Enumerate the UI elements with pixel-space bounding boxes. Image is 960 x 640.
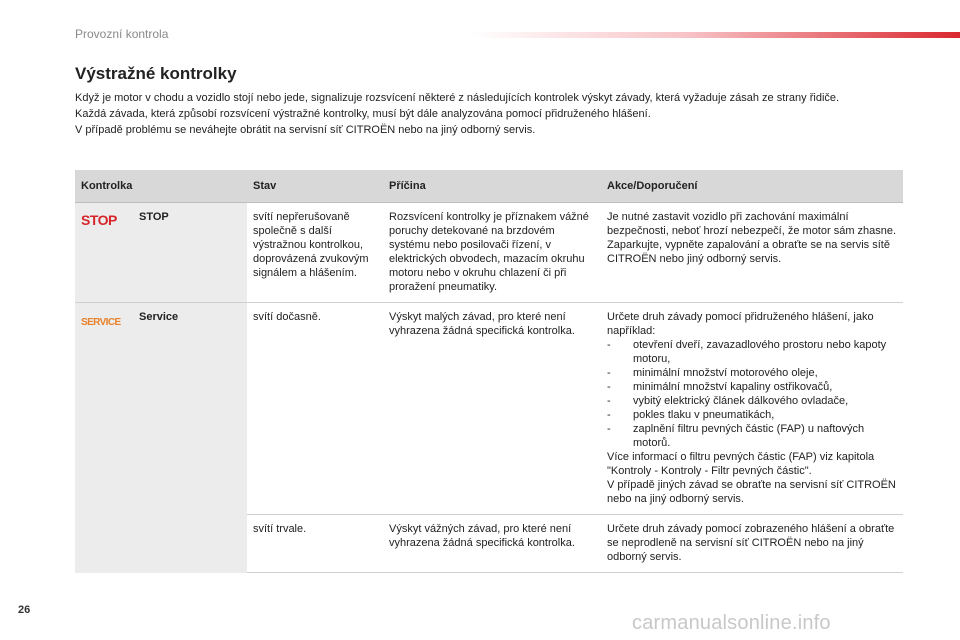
header-cause: Příčina	[383, 170, 601, 203]
fault-list	[607, 338, 897, 450]
warning-lamps-table	[75, 170, 903, 573]
action-service-permanent: Určete druh závady pomocí zobrazeného hlášení a obraťte se neprodleně na servisní síť CITROËN nebo na jiný odborný servis.	[601, 515, 903, 573]
intro-text	[75, 90, 915, 138]
cause-service-permanent: Výskyt vážných závad, pro které není vyhrazena žádná specifická kontrolka.	[383, 515, 601, 573]
intro-paragraph: Když je motor v chodu a vozidlo stojí nebo jede, signalizuje rozsvícení některé z následujících kontrolek výskyt závady, která vyžaduje zásah ze strany řidiče.	[75, 92, 840, 104]
cause-service-temporary: Výskyt malých závad, pro které není vyhrazena žádná specifická kontrolka.	[383, 303, 601, 515]
lamp-name-service: Service	[133, 303, 247, 573]
action-stop-line: Je nutné zastavit vozidlo při zachování maximální bezpečnosti, neboť hrozí nebezpečí, že motor sám zhasne.	[607, 211, 897, 237]
action-service-temporary	[601, 303, 903, 515]
table-header-row	[75, 170, 903, 203]
list-item: - otevření dveří, zavazadlového prostoru nebo kapoty motoru,	[607, 338, 897, 366]
list-item: - vybitý elektrický článek dálkového ovladače,	[607, 394, 897, 408]
list-item: - zaplnění filtru pevných částic (FAP) u naftových motorů.	[607, 422, 897, 450]
action-other-faults: V případě jiných závad se obraťte na servisní síť CITROËN nebo na jiný odborný servis.	[607, 479, 896, 505]
header-lamp: Kontrolka	[75, 170, 247, 203]
table-row-service-temporary	[75, 303, 903, 515]
service-icon-cell	[75, 303, 133, 573]
state-service-permanent: svítí trvale.	[247, 515, 383, 573]
action-intro: Určete druh závady pomocí přidruženého hlášení, jako například:	[607, 311, 874, 337]
running-header: Provozní kontrola	[75, 27, 169, 41]
action-stop-line: Zaparkujte, vypněte zapalování a obraťte se na servis sítě CITROËN nebo jiný odborný servis.	[607, 239, 890, 265]
list-item: - minimální množství kapaliny ostřikovačů,	[607, 380, 897, 394]
page-number: 26	[18, 604, 31, 616]
list-item: - pokles tlaku v pneumatikách,	[607, 408, 897, 422]
header-action: Akce/Doporučení	[601, 170, 903, 203]
intro-paragraph: Každá závada, která způsobí rozsvícení výstražné kontrolky, musí být dále analyzována pomocí přidruženého hlášení.	[75, 108, 651, 120]
state-service-temporary: svítí dočasně.	[247, 303, 383, 515]
header-state: Stav	[247, 170, 383, 203]
stop-warning-icon: STOP	[81, 212, 117, 228]
stop-icon-cell	[75, 203, 133, 303]
state-stop: svítí nepřerušovaně společně s další výstražnou kontrolkou, doprovázená zvukovým signálem a hlášením.	[247, 203, 383, 303]
cause-stop: Rozsvícení kontrolky je příznakem vážné poruchy detekované na brzdovém systému nebo posilovači řízení, v elektrických obvodech, mazacím okruhu motoru nebo v okruhu chlazení či při proražení pneumatiky.	[383, 203, 601, 303]
list-item: - minimální množství motorového oleje,	[607, 366, 897, 380]
table-row-stop	[75, 203, 903, 303]
watermark-text: carmanualsonline.info	[632, 612, 831, 634]
action-stop	[601, 203, 903, 303]
lamp-name-stop: STOP	[133, 203, 247, 303]
service-warning-icon: SERVICE	[81, 317, 121, 328]
header-accent-bar	[470, 32, 960, 38]
intro-paragraph: V případě problému se neváhejte obrátit na servisní síť CITROËN nebo na jiný odborný servis.	[75, 124, 536, 136]
action-more-info: Více informací o filtru pevných částic (FAP) viz kapitola "Kontroly - Kontroly - Filtr pevných částic".	[607, 451, 875, 477]
section-title: Výstražné kontrolky	[75, 64, 237, 83]
